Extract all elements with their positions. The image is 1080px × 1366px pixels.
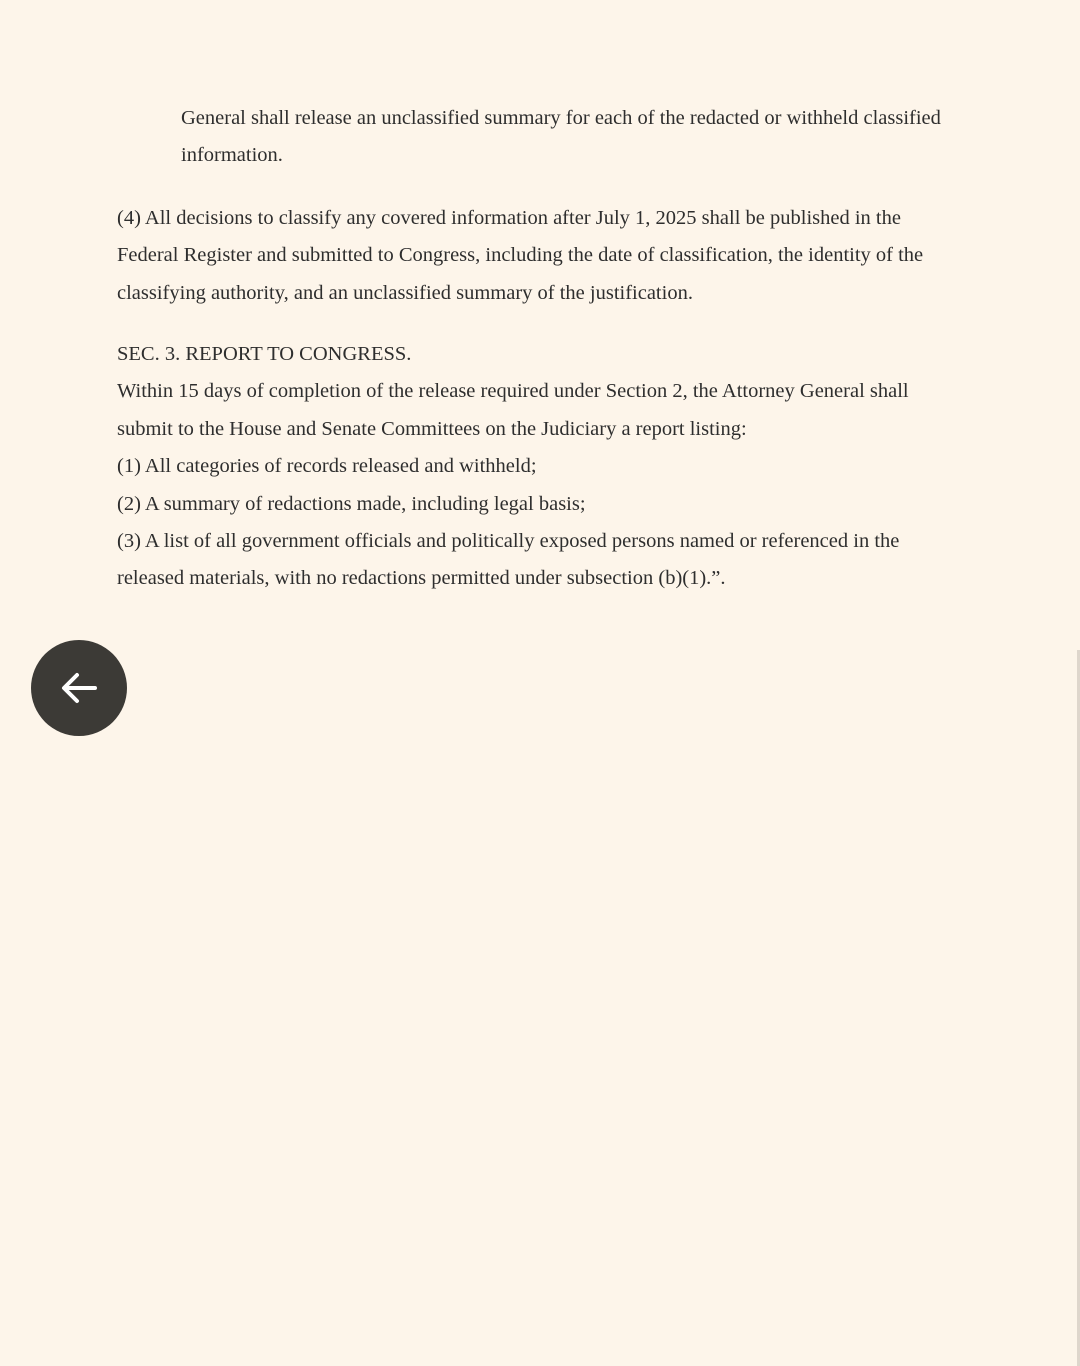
continuation-paragraph: General shall release an unclassified summary for each of the redacted or withheld classified information. (181, 107, 941, 167)
list-item: (2) A summary of redactions made, including legal basis; (117, 492, 586, 515)
back-button[interactable] (31, 640, 127, 736)
paragraph-4: (4) All decisions to classify any covered information after July 1, 2025 shall be published in the Federal Register and submitted to Congress, including the date of classification, the identity of the classifying authority, and an unclassified summary of the justification. (117, 206, 924, 304)
document-body (117, 100, 967, 598)
section-3-heading: SEC. 3. REPORT TO CONGRESS. (117, 343, 412, 366)
arrow-left-icon (57, 666, 101, 710)
section-3-intro: Within 15 days of completion of the release required under Section 2, the Attorney General shall submit to the House and Senate Committees on the Judiciary a report listing: (117, 380, 909, 440)
list-item: (1) All categories of records released and withheld; (117, 455, 537, 478)
list-item: (3) A list of all government officials and politically exposed persons named or referenced in the released materials, with no redactions permitted under subsection (b)(1).”. (117, 530, 900, 590)
